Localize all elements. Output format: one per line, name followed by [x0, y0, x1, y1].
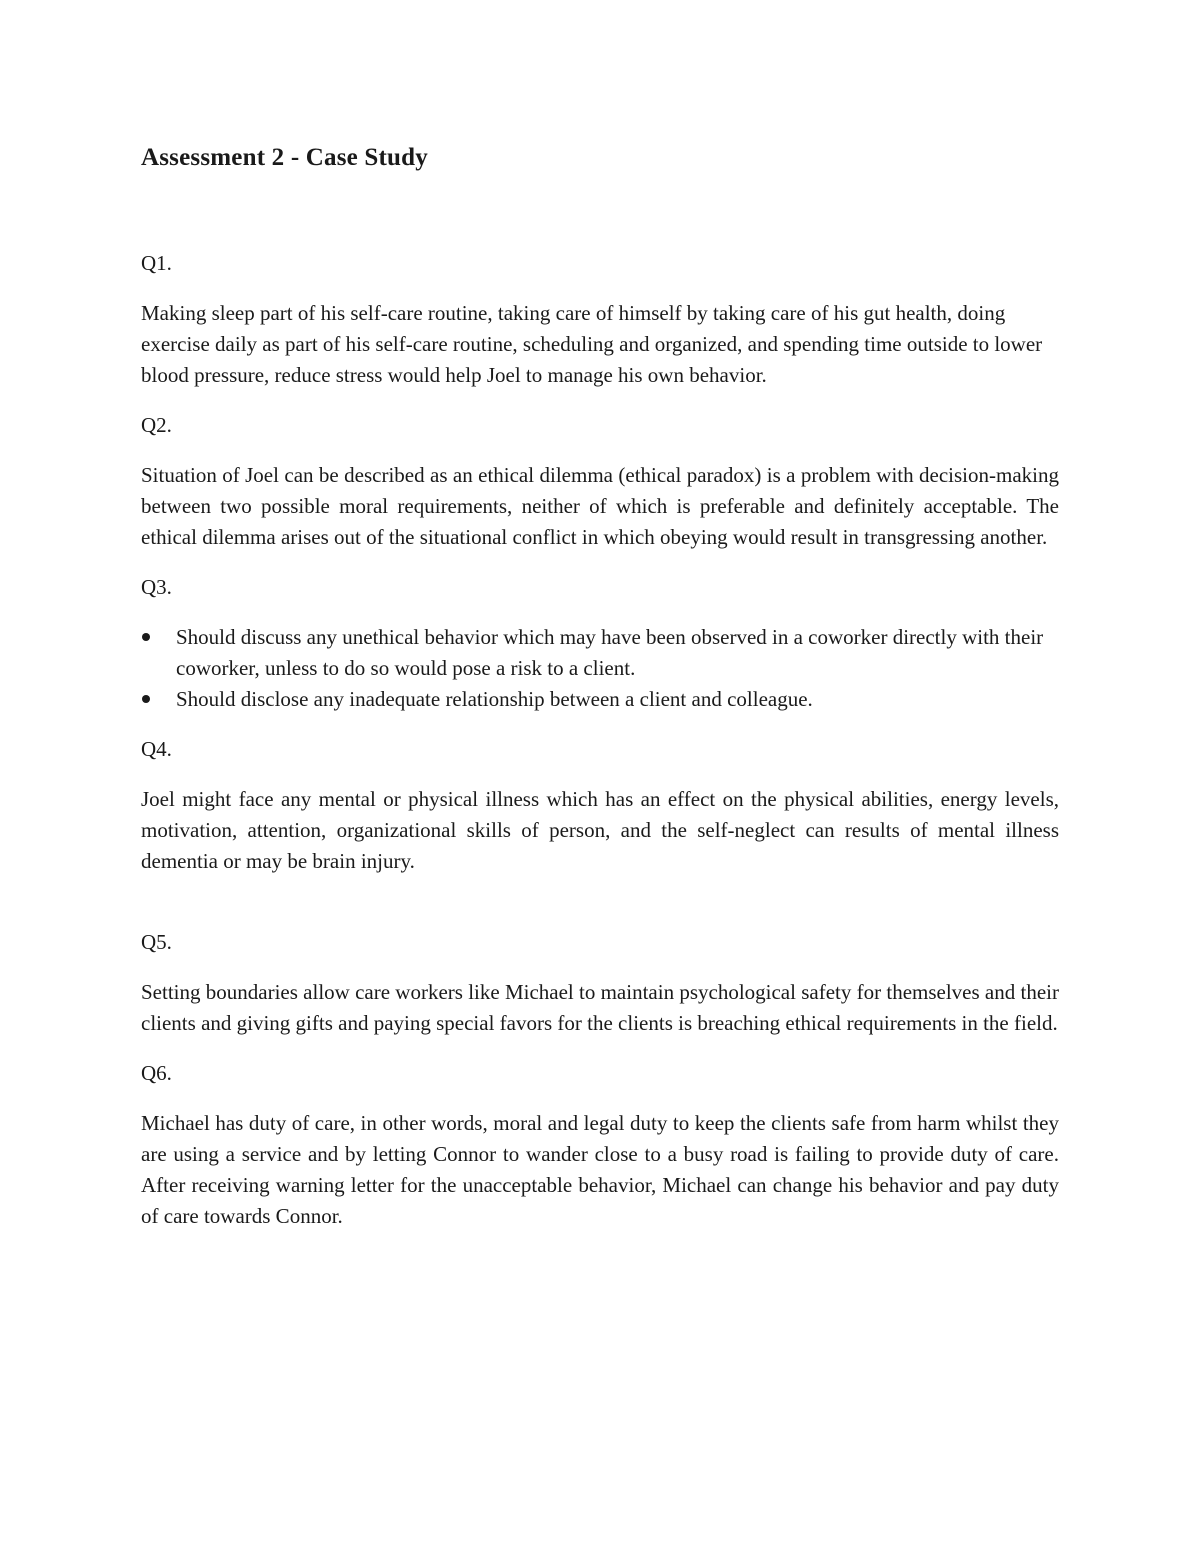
bullet-icon — [142, 633, 150, 641]
answer-bullet-list-q3 — [141, 622, 1059, 715]
list-item-text: Should discuss any unethical behavior which may have been observed in a coworker directly with their coworker, unless to do so would pose a risk to a client. — [176, 625, 1044, 680]
question-label-q1: Q1. — [141, 251, 172, 275]
document-body — [141, 248, 1059, 1251]
list-item-text: Should disclose any inadequate relationship between a client and colleague. — [176, 687, 813, 711]
question-label-q5: Q5. — [141, 930, 172, 954]
answer-paragraph-q2: Situation of Joel can be described as an ethical dilemma (ethical paradox) is a problem with decision-making between two possible moral requirements, neither of which is preferable and definitely acceptable. The ethical dilemma arises out of the situational conflict in which obeying would result in transgressing another. — [141, 463, 1059, 549]
answer-paragraph-q1: Making sleep part of his self-care routine, taking care of himself by taking care of his gut health, doing exercise daily as part of his self-care routine, scheduling and organized, and spending time outside to lower blood pressure, reduce stress would help Joel to manage his own behavior. — [141, 301, 1043, 387]
document-title: Assessment 2 - Case Study — [141, 144, 428, 171]
question-label-q2: Q2. — [141, 413, 172, 437]
list-item — [141, 684, 1059, 715]
answer-paragraph-q4: Joel might face any mental or physical illness which has an effect on the physical abilities, energy levels, motivation, attention, organizational skills of person, and the self-neglect can results of mental illness dementia or may be brain injury. — [141, 787, 1059, 873]
answer-paragraph-q5: Setting boundaries allow care workers like Michael to maintain psychological safety for themselves and their clients and giving gifts and paying special favors for the clients is breaching ethical requirements in the field. — [141, 980, 1059, 1035]
bullet-icon — [142, 695, 150, 703]
list-item — [141, 622, 1059, 684]
question-label-q4: Q4. — [141, 737, 172, 761]
question-label-q6: Q6. — [141, 1061, 172, 1085]
answer-paragraph-q6: Michael has duty of care, in other words, moral and legal duty to keep the clients safe from harm whilst they are using a service and by letting Connor to wander close to a busy road is failing to provide duty of care. After receiving warning letter for the unacceptable behavior, Michael can change his behavior and pay duty of care towards Connor. — [141, 1111, 1059, 1228]
question-label-q3: Q3. — [141, 575, 172, 599]
